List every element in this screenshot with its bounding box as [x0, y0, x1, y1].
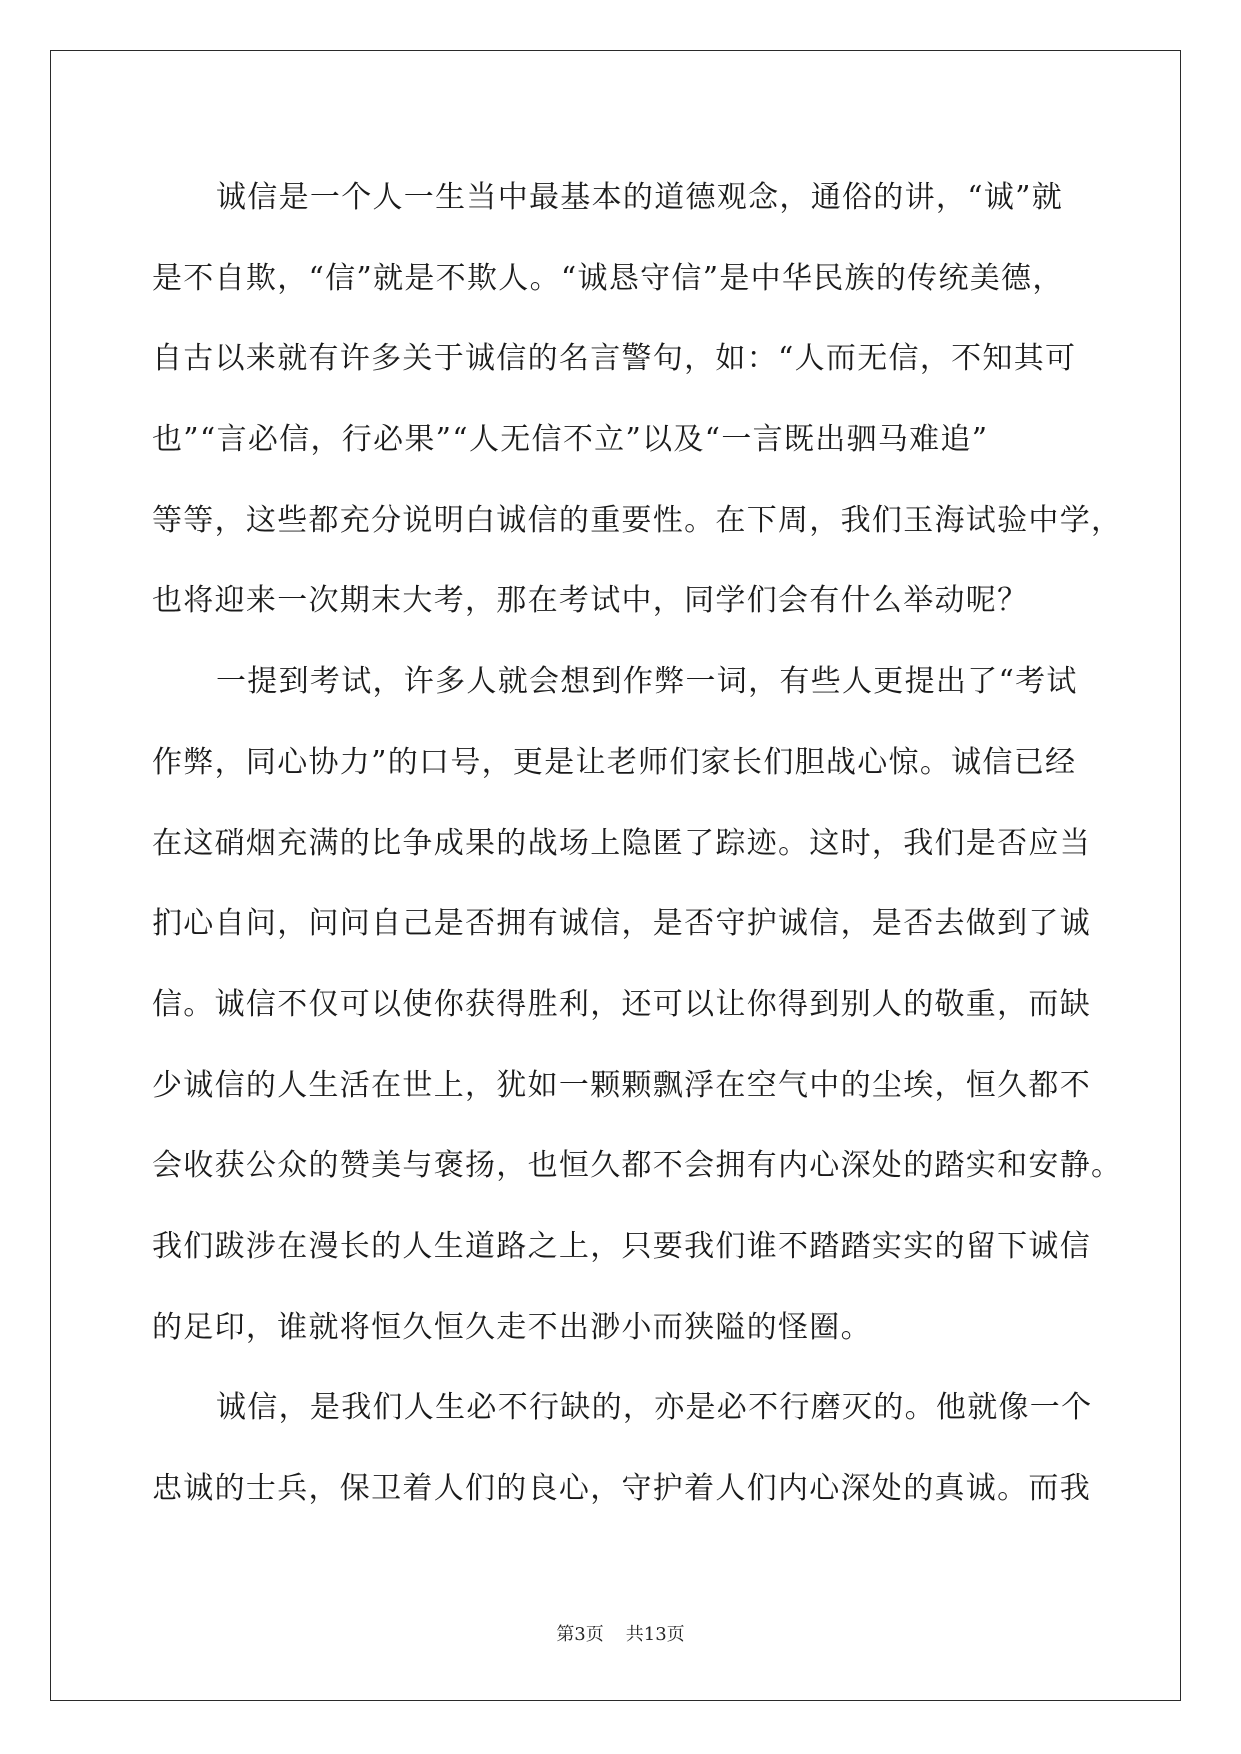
paragraph-3-line-2: 忠诚的士兵，保卫着人们的良心，守护着人们内心深处的真诚。而我: [152, 1471, 1091, 1506]
paragraph-1-line-4: 也”“言必信，行必果”“人无信不立”以及“一言既出驷马难追”: [152, 422, 989, 458]
paragraph-1-line-5: 等等，这些都充分说明白诚信的重要性。在下周，我们玉海试验中学，: [152, 502, 1123, 538]
page-footer: [0, 1620, 1241, 1646]
paragraph-1-line-6: 也将迎来一次期末大考，那在考试中，同学们会有什么举动呢？: [152, 583, 1029, 619]
paragraph-2-line-3: 在这硝烟充满的比争成果的战场上隐匿了踪迹。这时，我们是否应当: [152, 825, 1091, 861]
paragraph-1-line-1: 诚信是一个人一生当中最基本的道德观念，通俗的讲，“诚”就: [216, 180, 1064, 215]
page-number: 第3页: [556, 1624, 604, 1645]
paragraph-3-line-1: 诚信，是我们人生必不行缺的，亦是必不行磨灭的。他就像一个: [216, 1390, 1093, 1426]
document-body: [152, 158, 1123, 1530]
paragraph-1-line-3: 自古以来就有许多关于诚信的名言警句，如：“人而无信，不知其可: [152, 341, 1077, 377]
paragraph-2-line-8: 我们跋涉在漫长的人生道路之上，只要我们谁不踏踏实实的留下诚信: [152, 1228, 1091, 1264]
paragraph-2-line-7: 会收获公众的赞美与褒扬，也恒久都不会拥有内心深处的踏实和安静。: [152, 1148, 1123, 1184]
paragraph-1-line-2: 是不自欺，“信”就是不欺人。“诚恳守信”是中华民族的传统美德，: [152, 260, 1064, 296]
page-total: 共13页: [625, 1624, 685, 1645]
paragraph-2-line-1: 一提到考试，许多人就会想到作弊一词，有些人更提出了“考试: [216, 664, 1078, 700]
paragraph-2-line-5: 信。诚信不仅可以使你获得胜利，还可以让你得到别人的敬重，而缺: [152, 986, 1091, 1022]
paragraph-2-line-2: 作弊，同心协力”的口号，更是让老师们家长们胆战心惊。诚信已经: [152, 744, 1077, 780]
paragraph-2-line-9: 的足印，谁就将恒久恒久走不出渺小而狭隘的怪圈。: [152, 1309, 872, 1345]
paragraph-2-line-6: 少诚信的人生活在世上，犹如一颗颗飘浮在空气中的尘埃，恒久都不: [152, 1067, 1091, 1103]
paragraph-2-line-4: 扪心自问，问问自己是否拥有诚信，是否守护诚信，是否去做到了诚: [152, 906, 1091, 942]
